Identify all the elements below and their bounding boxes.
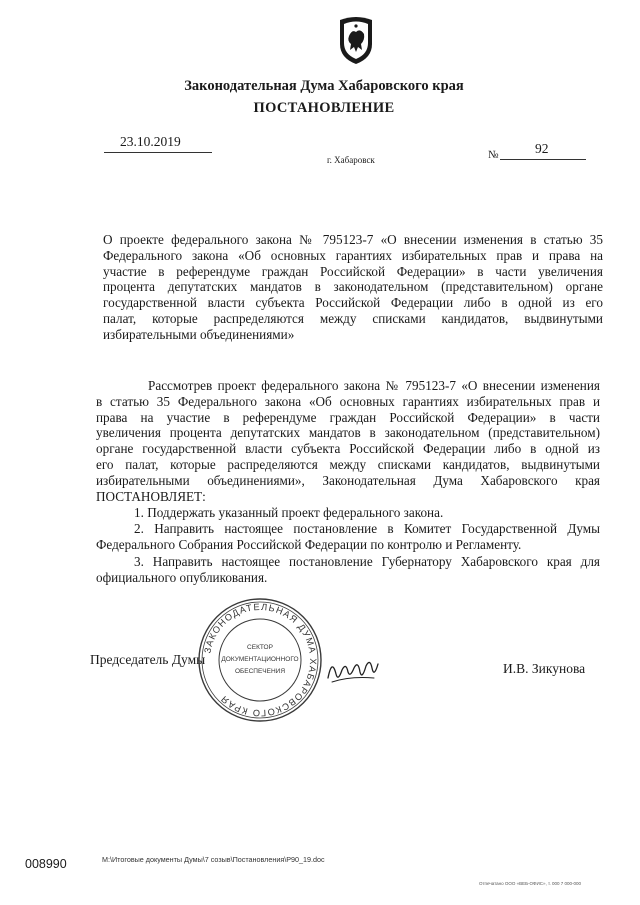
resolution-item-1	[96, 505, 600, 521]
stamp-outer-text: ЗАКОНОДАТЕЛЬНАЯ ДУМА ХАБАРОВСКОГО КРАЯ	[202, 601, 319, 719]
chair-title: Председатель Думы	[90, 652, 206, 667]
stamp-inner-line: СЕКТОР	[247, 644, 273, 651]
document-date: 23.10.2019	[120, 134, 181, 149]
printer-note: Отпечатано ООО «ВЕБ-ОФИС», т. 000 7 000-000	[479, 881, 582, 886]
preamble-line: в статью 35 Федерального закона «Об основных гарантиях избирательных прав и	[96, 393, 600, 409]
preamble-line: Рассмотрев проект федерального закона № 795123-7 «О внесении изменения	[148, 378, 600, 393]
stamp-inner-line: ОБЕСПЕЧЕНИЯ	[234, 668, 286, 675]
preamble-line: увеличения процента депутатских мандатов в законодательном (представительном)	[96, 425, 600, 441]
item-line: официального опубликования.	[96, 569, 268, 585]
subject-block	[103, 232, 603, 343]
item-line: 3. Направить настоящее постановление Губернатору Хабаровского края для	[134, 554, 600, 569]
document-number: 92	[535, 141, 549, 156]
subject-line: участие в референдуме граждан Российской Федерации» в части увеличения	[103, 263, 603, 279]
number-underline	[500, 159, 586, 160]
resolution-item-2	[96, 521, 600, 553]
document-city: г. Хабаровск	[327, 155, 375, 165]
preamble-paragraph	[96, 378, 600, 504]
file-path: M:\Итоговые документы Думы\7 созыв\Постановления\P90_19.doc	[102, 855, 325, 864]
subject-line: государственной власти субъекта Российской Федерации либо в одной из его	[103, 295, 603, 311]
subject-line: О проекте федерального закона № 795123-7 «О внесении изменения в статью 35	[103, 232, 603, 247]
chair-name: И.В. Зикунова	[503, 661, 586, 676]
preamble-line: ПОСТАНОВЛЯЕТ:	[96, 488, 206, 504]
preamble-line: органе государственной власти субъекта Российской Федерации либо в одной из	[96, 441, 600, 457]
handwritten-signature	[322, 648, 382, 688]
date-underline	[104, 152, 212, 153]
subject-line: процента депутатских мандатов в законодательном (представительном) органе	[103, 279, 603, 295]
subject-line: избирательными объединениями»	[103, 326, 295, 342]
preamble-line: избирательными объединениями», Законодательная Дума Хабаровского края	[96, 472, 600, 488]
item-line: 1. Поддержать указанный проект федерального закона.	[134, 505, 444, 520]
doc-type-heading: ПОСТАНОВЛЕНИЕ	[253, 100, 395, 116]
org-name-heading: Законодательная Дума Хабаровского края	[184, 78, 464, 94]
preamble-line: права на участие в референдуме граждан Российской Федерации» в части	[96, 409, 600, 425]
registration-number: 008990	[25, 857, 67, 871]
stamp-inner-line: ДОКУМЕНТАЦИОННОГО	[221, 656, 299, 663]
subject-line: Федерального закона «Об основных гарантиях избирательных прав и права на	[103, 247, 603, 263]
official-round-stamp	[196, 596, 324, 724]
item-line: 2. Направить настоящее постановление в Комитет Государственной Думы	[134, 521, 600, 536]
subject-line: палат, которые распределяются между списками кандидатов, выдвинутыми	[103, 310, 603, 326]
coat-of-arms-emblem	[334, 14, 378, 66]
resolution-item-3	[96, 554, 600, 586]
number-sign: №	[488, 149, 499, 161]
preamble-line: его палат, которые распределяются между списками кандидатов, выдвинутыми	[96, 456, 600, 472]
item-line: Федерального Собрания Российской Федерации по контролю и Регламенту.	[96, 536, 522, 552]
